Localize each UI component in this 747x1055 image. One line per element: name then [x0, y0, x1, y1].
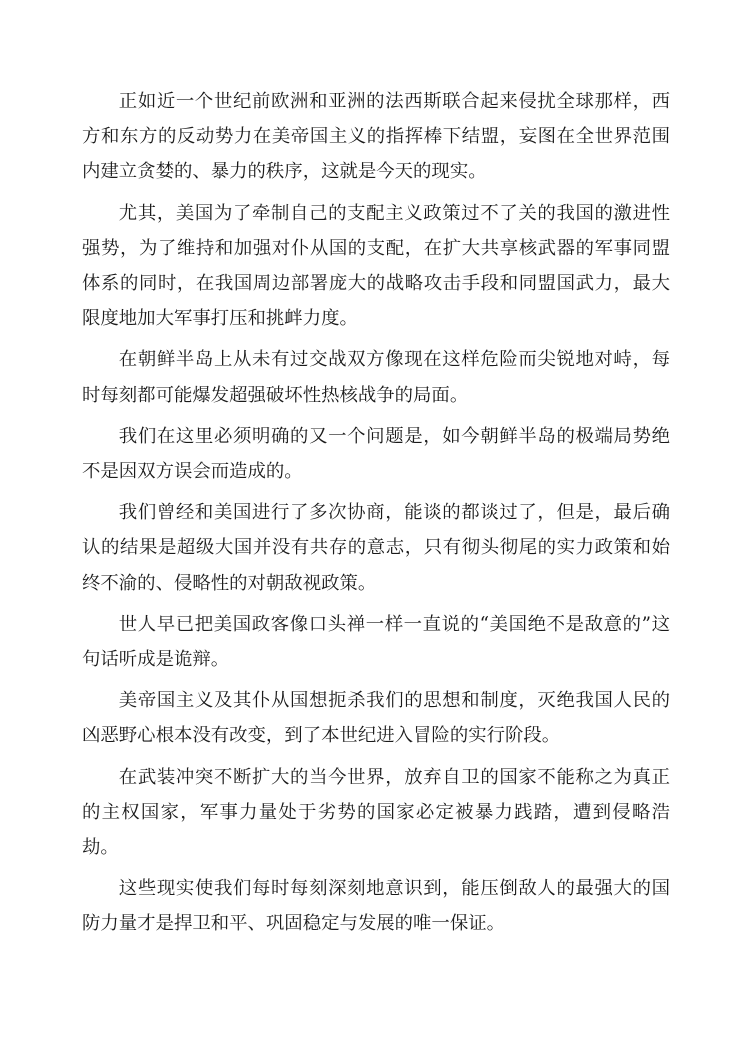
paragraph-6: 世人早已把美国政客像口头禅一样一直说的“美国绝不是敌意的”这句话听成是诡辩。 — [82, 613, 670, 671]
paragraph-8: 在武装冲突不断扩大的当今世界，放弃自卫的国家不能称之为真正的主权国家，军事力量处于劣势的国家必定被暴力践踏，遭到侵略浩劫。 — [82, 766, 670, 859]
paragraph-9: 这些现实使我们每时每刻深刻地意识到，能压倒敌人的最强大的国防力量才是捍卫和平、巩固稳定与发展的唯一保证。 — [82, 878, 670, 935]
paragraph-2: 尤其，美国为了牵制自己的支配主义政策过不了关的我国的激进性强势，为了维持和加强对仆从国的支配，在扩大共享核武器的军事同盟体系的同时，在我国周边部署庞大的战略攻击手段和同盟国武力，最大限度地加大军事打压和挑衅力度。 — [82, 202, 670, 330]
document-body — [82, 84, 670, 948]
paragraph-1: 正如近一个世纪前欧洲和亚洲的法西斯联合起来侵扰全球那样，西方和东方的反动势力在美帝国主义的指挥棒下结盟，妄图在全世界范围内建立贪婪的、暴力的秩序，这就是今天的现实。 — [82, 91, 670, 183]
paragraph-5: 我们曾经和美国进行了多次协商，能谈的都谈过了，但是，最后确认的结果是超级大国并没有共存的意志，只有彻头彻尾的实力政策和始终不渝的、侵略性的对朝敌视政策。 — [82, 502, 670, 594]
paragraph-4: 我们在这里必须明确的又一个问题是，如今朝鲜半岛的极端局势绝不是因双方误会而造成的。 — [82, 425, 670, 483]
paragraph-7: 美帝国主义及其仆从国想扼杀我们的思想和制度，灭绝我国人民的凶恶野心根本没有改变，到了本世纪进入冒险的实行阶段。 — [82, 690, 670, 747]
paragraph-3: 在朝鲜半岛上从未有过交战双方像现在这样危险而尖锐地对峙，每时每刻都可能爆发超强破坏性热核战争的局面。 — [82, 349, 670, 406]
